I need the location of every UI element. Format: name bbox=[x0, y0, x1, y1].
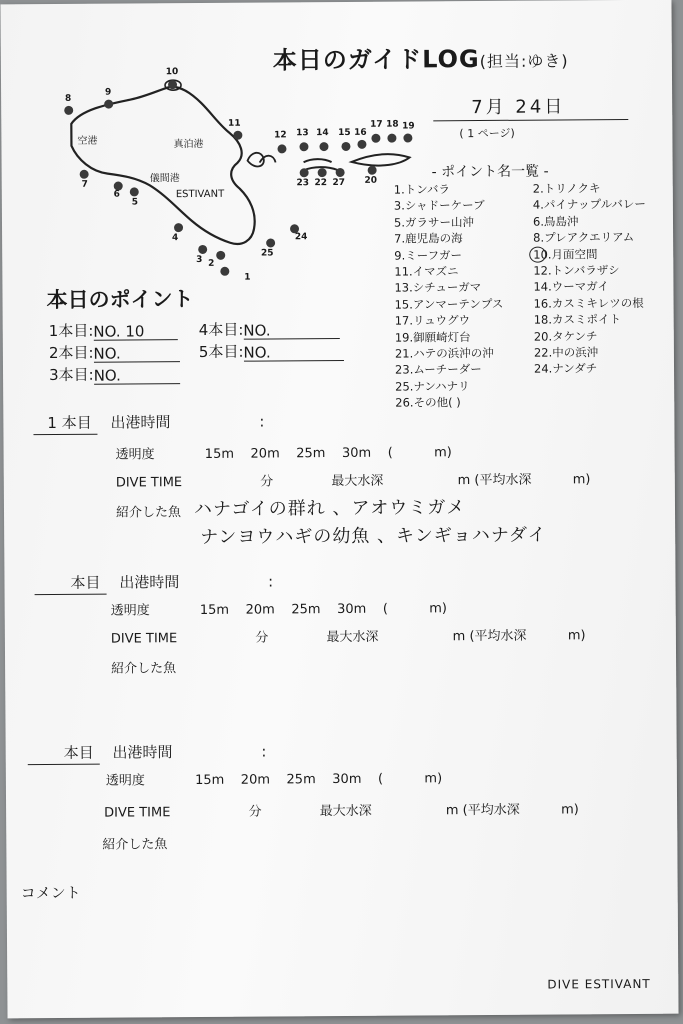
departure-label: 出港時間 bbox=[119, 573, 180, 592]
dive4-label: 4本目: bbox=[198, 320, 244, 339]
date-underline bbox=[433, 119, 628, 121]
visibility-options[interactable]: 15m 20m 25m 30m ( m) bbox=[199, 601, 447, 618]
dive-number: 1 bbox=[47, 413, 58, 433]
list-item[interactable]: 7.鹿児島の海 bbox=[394, 231, 463, 246]
fish-note-line-1[interactable]: ハナゴイの群れ 、アオウミガメ bbox=[193, 497, 466, 521]
point-marker[interactable] bbox=[299, 142, 308, 151]
point-number: 11 bbox=[228, 118, 241, 129]
dive3-point-value: NO. bbox=[93, 366, 121, 385]
page-number: ( 1 ページ) bbox=[459, 126, 515, 141]
port-label: 儀間港 bbox=[149, 173, 180, 185]
point-marker[interactable] bbox=[64, 106, 73, 115]
dive5-label: 5本目: bbox=[198, 342, 244, 361]
point-number: 5 bbox=[131, 197, 139, 208]
dive3-label: 3本目: bbox=[48, 365, 94, 385]
point-number: 16 bbox=[354, 127, 367, 138]
points-list-title: - ポイント名一覧 - bbox=[431, 163, 549, 181]
list-item[interactable]: 1.トンバラ bbox=[393, 182, 450, 197]
list-item[interactable]: 5.ガラサー山沖 bbox=[393, 214, 475, 230]
list-item[interactable]: 18.カスミポイト bbox=[533, 312, 622, 327]
dive5-point-field[interactable] bbox=[243, 343, 343, 362]
point-marker[interactable] bbox=[318, 168, 327, 177]
point-number: 17 bbox=[370, 119, 383, 130]
list-item[interactable]: 15.アンマーテンプス bbox=[394, 296, 504, 312]
point-number: 7 bbox=[81, 179, 88, 190]
list-item-selected[interactable] bbox=[533, 245, 646, 262]
visibility-row bbox=[111, 597, 447, 618]
point-number: 10 bbox=[165, 67, 179, 78]
departure-colon[interactable]: : bbox=[261, 742, 267, 761]
log-date: 7月 24日 bbox=[471, 96, 566, 119]
list-item[interactable]: 24.ナンダチ bbox=[533, 361, 598, 377]
point-number: 6 bbox=[113, 189, 120, 200]
minutes-unit[interactable]: 分 bbox=[255, 630, 269, 646]
point-number: 15 bbox=[338, 127, 351, 139]
visibility-row bbox=[116, 441, 452, 462]
point-marker[interactable] bbox=[104, 100, 113, 109]
departure-label: 出港時間 bbox=[112, 743, 173, 762]
fish-row bbox=[116, 501, 181, 520]
avg-depth-field[interactable]: m (平均水深 m) bbox=[452, 628, 586, 645]
dive1-label: 1本目: bbox=[48, 321, 94, 341]
minutes-unit[interactable]: 分 bbox=[248, 804, 262, 820]
list-item[interactable]: 8.プレアクエリアム bbox=[533, 230, 635, 245]
dive-time-row bbox=[104, 798, 579, 820]
point-marker[interactable] bbox=[80, 170, 89, 179]
airport-label: 空港 bbox=[77, 135, 98, 147]
visibility-row bbox=[106, 767, 442, 788]
dive2-point-row bbox=[49, 341, 180, 363]
point-marker[interactable] bbox=[403, 133, 412, 142]
point-marker[interactable] bbox=[233, 131, 242, 140]
dive2-point-value: NO. bbox=[93, 344, 121, 363]
dive1-point-row bbox=[49, 319, 178, 341]
point-marker[interactable] bbox=[300, 168, 309, 177]
dive-number-field[interactable] bbox=[28, 742, 100, 766]
point-number: 24 bbox=[294, 232, 308, 243]
dive3-point-row bbox=[49, 363, 180, 385]
point-marker[interactable] bbox=[371, 134, 380, 143]
dive-time-label: DIVE TIME bbox=[110, 631, 178, 647]
dive-time-label: DIVE TIME bbox=[104, 805, 171, 821]
avg-depth-field[interactable]: m (平均水深 m) bbox=[445, 802, 579, 819]
list-item[interactable]: 20.タケンチ bbox=[533, 328, 598, 344]
point-number: 2 bbox=[208, 258, 215, 269]
dive1-point-field[interactable] bbox=[93, 322, 177, 341]
fish-label[interactable]: 紹介した魚 bbox=[111, 661, 177, 677]
point-marker[interactable] bbox=[174, 223, 183, 232]
port-label: 真泊港 bbox=[173, 138, 204, 151]
dive-number-field[interactable] bbox=[33, 412, 98, 435]
list-item[interactable]: 22.中の浜沖 bbox=[533, 345, 599, 360]
dive5-point-value: NO. bbox=[243, 343, 271, 362]
point-number: 13 bbox=[296, 128, 309, 139]
point-marker[interactable] bbox=[266, 238, 275, 247]
fish-row bbox=[111, 657, 176, 676]
visibility-options[interactable]: 15m 20m 25m 30m ( m) bbox=[194, 771, 443, 789]
fish-label: 紹介した魚 bbox=[115, 505, 182, 521]
minutes-unit[interactable]: 分 bbox=[260, 474, 274, 490]
list-item[interactable]: 9.ミーフガー bbox=[394, 247, 463, 263]
point-number: 25 bbox=[260, 248, 274, 259]
fish-row bbox=[102, 833, 167, 852]
list-item-text: 10.月面空間 bbox=[533, 246, 598, 262]
visibility-label: 透明度 bbox=[105, 773, 145, 789]
dive-time-row bbox=[111, 624, 586, 646]
dive4-point-value: NO. bbox=[243, 321, 271, 340]
island-map bbox=[51, 61, 433, 308]
point-number: 12 bbox=[274, 130, 287, 141]
point-number: 8 bbox=[64, 93, 72, 104]
list-item[interactable]: 26.その他( ) bbox=[395, 395, 461, 410]
list-item[interactable]: 2.トリノクキ bbox=[532, 181, 601, 196]
list-item[interactable]: 16.カスミキレツの根 bbox=[533, 295, 644, 311]
dive2-label: 2本目: bbox=[48, 343, 94, 363]
max-depth-label: 最大水深 bbox=[319, 803, 372, 820]
avg-depth-field[interactable]: m (平均水深 m) bbox=[457, 472, 591, 489]
list-item[interactable]: 14.ウーマガイ bbox=[533, 279, 609, 295]
shop-label: ESTIVANT bbox=[175, 188, 225, 201]
point-marker[interactable] bbox=[357, 140, 366, 149]
dive-number-label: 本目 bbox=[70, 573, 101, 592]
dive-time-row bbox=[116, 468, 591, 490]
point-number: 20 bbox=[364, 175, 378, 186]
dive-number-label: 本目 bbox=[61, 413, 92, 432]
dive-time-label: DIVE TIME bbox=[115, 475, 183, 491]
visibility-label: 透明度 bbox=[110, 603, 150, 619]
point-number: 22 bbox=[314, 178, 328, 189]
point-number: 27 bbox=[332, 177, 346, 189]
point-number: 4 bbox=[171, 233, 179, 244]
point-marker[interactable] bbox=[168, 80, 177, 89]
dive-number-label: 本目 bbox=[63, 743, 94, 762]
visibility-options[interactable]: 15m 20m 25m 30m ( m) bbox=[204, 445, 452, 462]
point-marker[interactable] bbox=[387, 134, 396, 143]
dive-section-1-header bbox=[33, 411, 264, 436]
dive5-point-row bbox=[199, 340, 344, 362]
list-item[interactable]: 4.パイナップルバレー bbox=[532, 197, 646, 213]
point-number: 3 bbox=[196, 254, 203, 265]
point-marker[interactable] bbox=[220, 267, 229, 276]
point-marker[interactable] bbox=[341, 142, 350, 151]
list-item[interactable]: 3.シャドーケーブ bbox=[393, 198, 485, 214]
dive2-point-field[interactable] bbox=[93, 344, 179, 363]
dive4-point-row bbox=[199, 318, 340, 340]
point-number: 9 bbox=[104, 87, 112, 98]
departure-label: 出港時間 bbox=[110, 413, 171, 432]
list-item[interactable]: 12.トンバラザシ bbox=[533, 263, 620, 278]
dive-number-field[interactable] bbox=[34, 572, 106, 596]
list-item[interactable]: 21.ハテの浜沖の沖 bbox=[394, 345, 494, 361]
guide-name: (担当:ゆき) bbox=[479, 51, 569, 72]
dive3-point-field[interactable] bbox=[94, 366, 180, 385]
footer-brand: DIVE ESTIVANT bbox=[547, 976, 651, 992]
departure-colon[interactable]: : bbox=[268, 572, 274, 591]
point-marker[interactable] bbox=[336, 168, 345, 177]
points-list-right bbox=[533, 180, 647, 378]
list-item[interactable]: 17.リュウグウ bbox=[394, 313, 471, 328]
point-number: 14 bbox=[316, 128, 329, 139]
title-text: 本日のガイドLOG bbox=[272, 45, 480, 75]
point-marker[interactable] bbox=[319, 142, 328, 151]
max-depth-label: 最大水深 bbox=[331, 473, 384, 490]
point-number: 1 bbox=[244, 272, 251, 283]
point-marker[interactable] bbox=[277, 144, 286, 153]
point-number: 23 bbox=[296, 178, 310, 189]
max-depth-label: 最大水深 bbox=[326, 629, 379, 646]
point-number: 18 bbox=[386, 119, 399, 130]
list-item[interactable]: 11.イマズニ bbox=[394, 264, 459, 279]
point-marker[interactable] bbox=[368, 166, 377, 175]
dive1-point-value: NO. 10 bbox=[93, 322, 145, 341]
list-item[interactable]: 19.御願崎灯台 bbox=[394, 329, 471, 345]
point-number: 19 bbox=[402, 121, 415, 132]
dive-section-3-header bbox=[28, 741, 267, 766]
comment-label[interactable]: コメント bbox=[20, 883, 81, 903]
list-item[interactable]: 23.ムーチーダー bbox=[394, 362, 482, 378]
point-marker[interactable] bbox=[198, 245, 207, 254]
list-item[interactable]: 13.シチューガマ bbox=[394, 280, 482, 296]
fish-label[interactable]: 紹介した魚 bbox=[102, 837, 168, 853]
dive-section-2-header bbox=[34, 570, 273, 595]
today-points-title: 本日のポイント bbox=[46, 287, 194, 313]
points-list-left bbox=[394, 181, 504, 411]
fish-note-line-2[interactable]: ナンヨウハギの幼魚 、キンギョハナダイ bbox=[200, 524, 547, 548]
dive4-point-field[interactable] bbox=[243, 321, 339, 340]
visibility-label: 透明度 bbox=[115, 447, 155, 463]
departure-colon[interactable]: : bbox=[259, 412, 265, 431]
circled-number-icon bbox=[529, 246, 546, 262]
list-item[interactable]: 6.鳥島沖 bbox=[532, 214, 579, 229]
list-item[interactable]: 25.ナンハナリ bbox=[395, 378, 470, 394]
point-marker[interactable] bbox=[130, 187, 139, 196]
